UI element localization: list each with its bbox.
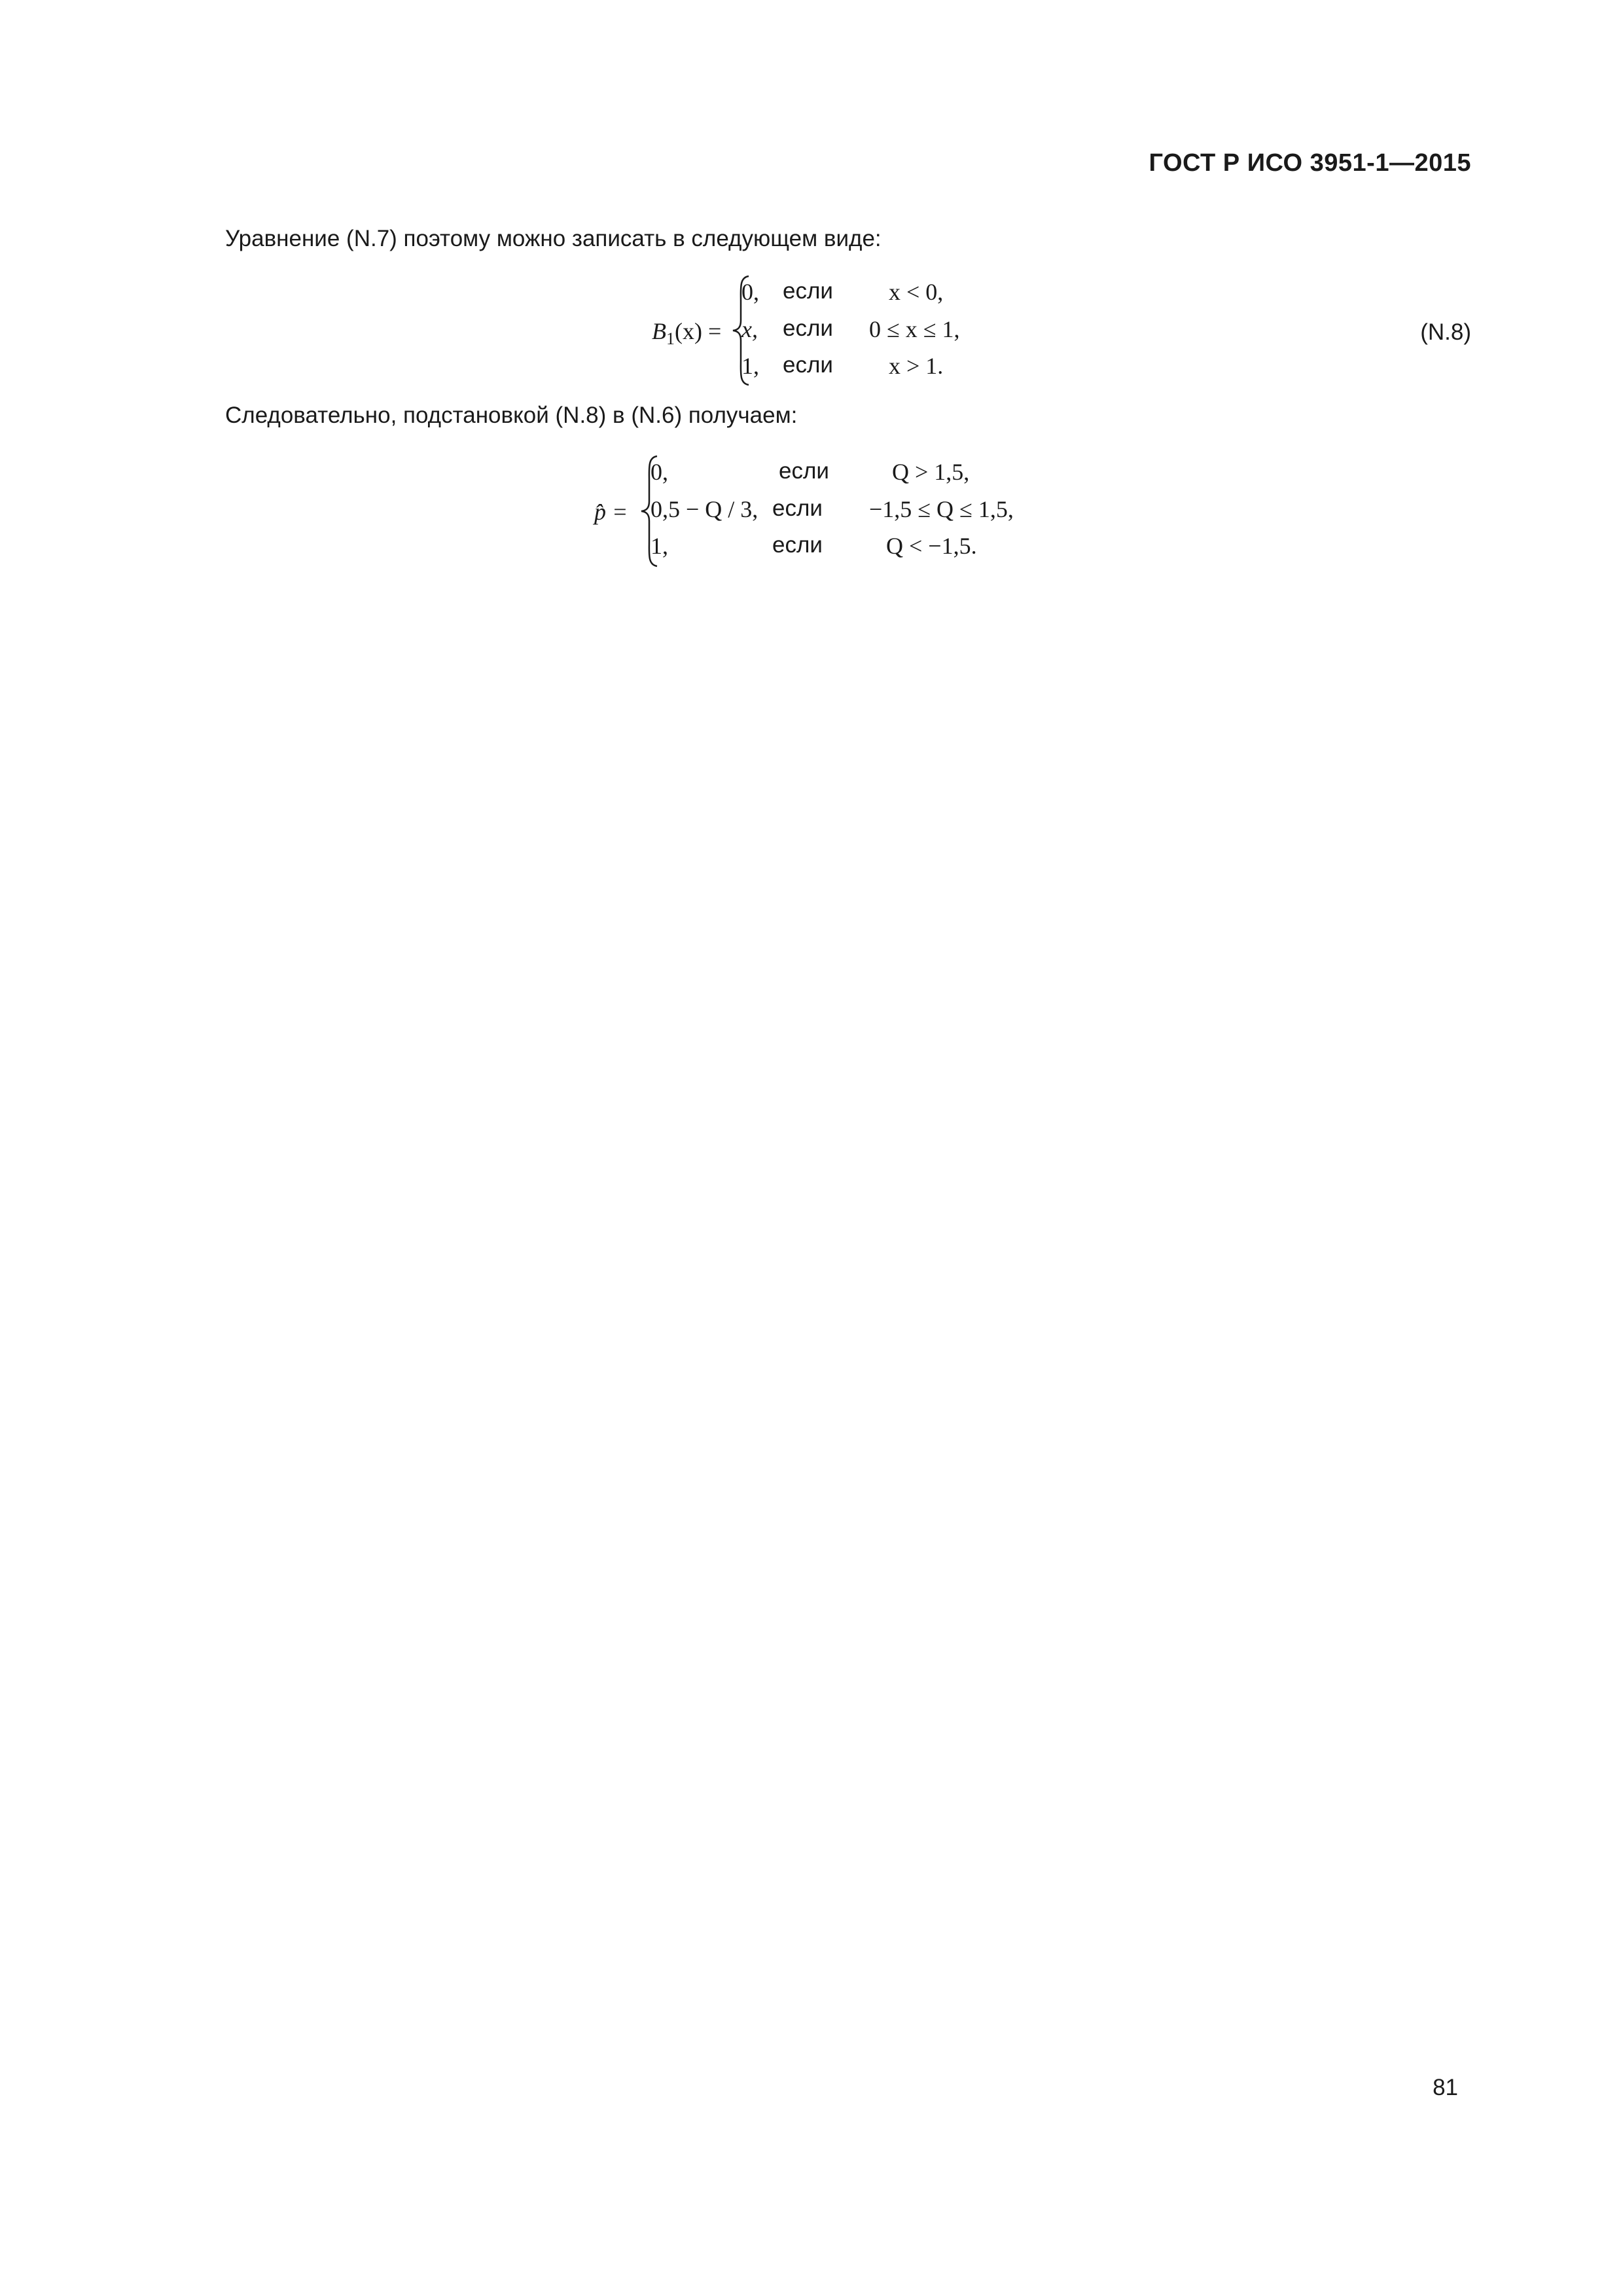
case-word: если bbox=[772, 532, 823, 558]
document-id-header: ГОСТ Р ИСО 3951-1—2015 bbox=[1149, 149, 1471, 177]
case-word: если bbox=[783, 352, 833, 378]
case-value: 1, bbox=[651, 533, 668, 559]
case-word: если bbox=[772, 495, 823, 521]
case-value: 0,5 − Q / 3, bbox=[651, 496, 758, 522]
case-condition: x < 0, bbox=[889, 279, 944, 305]
lhs-variable: B bbox=[652, 318, 666, 344]
case-value: x, bbox=[741, 316, 758, 342]
case-value: 1, bbox=[741, 353, 759, 379]
substitution-paragraph: Следовательно, подстановкой (N.8) в (N.6) получаем: bbox=[225, 403, 798, 428]
case-condition: 0 ≤ x ≤ 1, bbox=[869, 316, 960, 342]
case-word: если bbox=[783, 278, 833, 304]
equation-p-hat-lhs: p̂ = bbox=[594, 499, 628, 525]
page-number: 81 bbox=[1433, 2075, 1458, 2100]
lhs-subscript: 1 bbox=[666, 329, 675, 349]
case-condition: −1,5 ≤ Q ≤ 1,5, bbox=[869, 496, 1014, 522]
case-condition: Q > 1,5, bbox=[892, 459, 970, 485]
case-word: если bbox=[783, 315, 833, 341]
case-value: 0, bbox=[741, 279, 759, 305]
intro-paragraph: Уравнение (N.7) поэтому можно записать в следующем виде: bbox=[225, 226, 882, 251]
case-word: если bbox=[779, 458, 829, 484]
equation-n8-lhs bbox=[652, 317, 721, 349]
case-condition: Q < −1,5. bbox=[886, 533, 977, 559]
lhs-argument: (x) = bbox=[675, 318, 722, 344]
case-value: 0, bbox=[651, 459, 668, 485]
case-condition: x > 1. bbox=[889, 353, 944, 379]
equation-number: (N.8) bbox=[1420, 319, 1471, 345]
